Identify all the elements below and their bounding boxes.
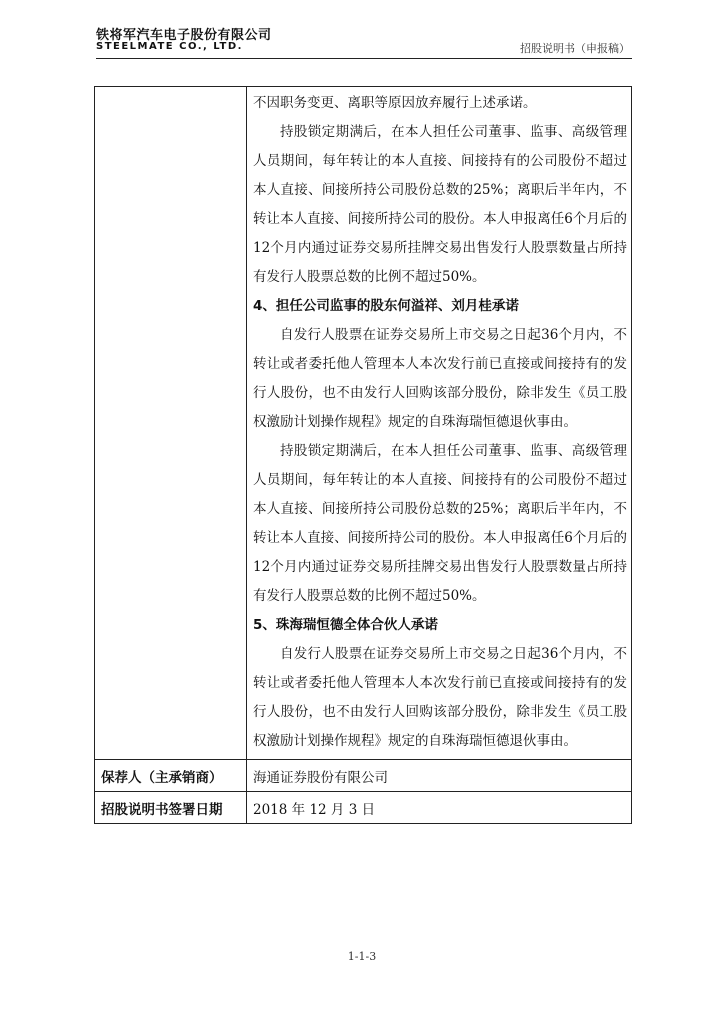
page-header — [96, 24, 632, 58]
signing-date-value: 2018 年 12 月 3 日 — [247, 792, 632, 824]
company-name-en: STEELMATE CO., LTD. — [96, 41, 243, 52]
paragraph-36-months-1: 自发行人股票在证券交易所上市交易之日起36个月内，不转让或者委托他人管理本人本次发行前已直接或间接持有的发行人股份，也不由发行人回购该部分股份，除非发生《员工股权激励计划操作规程》规定的自珠海瑞恒德退伙事由。 — [253, 327, 627, 430]
paragraph-lockup-2: 持股锁定期满后，在本人担任公司董事、监事、高级管理人员期间，每年转让的本人直接、间接持有的公司股份不超过本人直接、间接所持公司股份总数的25%；离职后半年内，不转让本人直接、间接所持公司的股份。本人申报离任6个月后的12个月内通过证券交易所挂牌交易出售发行人股票数量占所持有发行人股票总数的比例不超过50%。 — [253, 443, 627, 604]
sponsor-value: 海通证券股份有限公司 — [247, 760, 632, 792]
signing-date-label: 招股说明书签署日期 — [95, 792, 247, 824]
sponsor-row — [95, 760, 632, 792]
paragraph-36-months-2: 自发行人股票在证券交易所上市交易之日起36个月内，不转让或者委托他人管理本人本次发行前已直接或间接持有的发行人股份，也不由发行人回购该部分股份，除非发生《员工股权激励计划操作规程》规定的自珠海瑞恒德退伙事由。 — [253, 646, 627, 749]
sponsor-label: 保荐人（主承销商） — [95, 760, 247, 792]
paragraph-lockup-1: 持股锁定期满后，在本人担任公司董事、监事、高级管理人员期间，每年转让的本人直接、间接持有的公司股份不超过本人直接、间接所持公司股份总数的25%；离职后半年内，不转让本人直接、间接所持公司的股份。本人申报离任6个月后的12个月内通过证券交易所挂牌交易出售发行人股票数量占所持有发行人股票总数的比例不超过50%。 — [253, 124, 627, 285]
document-title: 招股说明书（申报稿） — [520, 42, 630, 55]
commitment-content-cell — [247, 87, 632, 760]
heading-partners: 5、珠海瑞恒德全体合伙人承诺 — [253, 617, 438, 633]
commitment-label-cell — [95, 87, 247, 760]
commitment-row — [95, 87, 632, 760]
paragraph-continued: 不因职务变更、离职等原因放弃履行上述承诺。 — [253, 95, 537, 111]
heading-supervisors: 4、担任公司监事的股东何溢祥、刘月桂承诺 — [253, 298, 519, 314]
header-divider — [96, 58, 632, 59]
company-name-cn: 铁将军汽车电子股份有限公司 — [96, 28, 272, 43]
page-number: 1-1-3 — [347, 950, 377, 963]
prospectus-table — [94, 86, 632, 824]
date-row — [95, 792, 632, 824]
